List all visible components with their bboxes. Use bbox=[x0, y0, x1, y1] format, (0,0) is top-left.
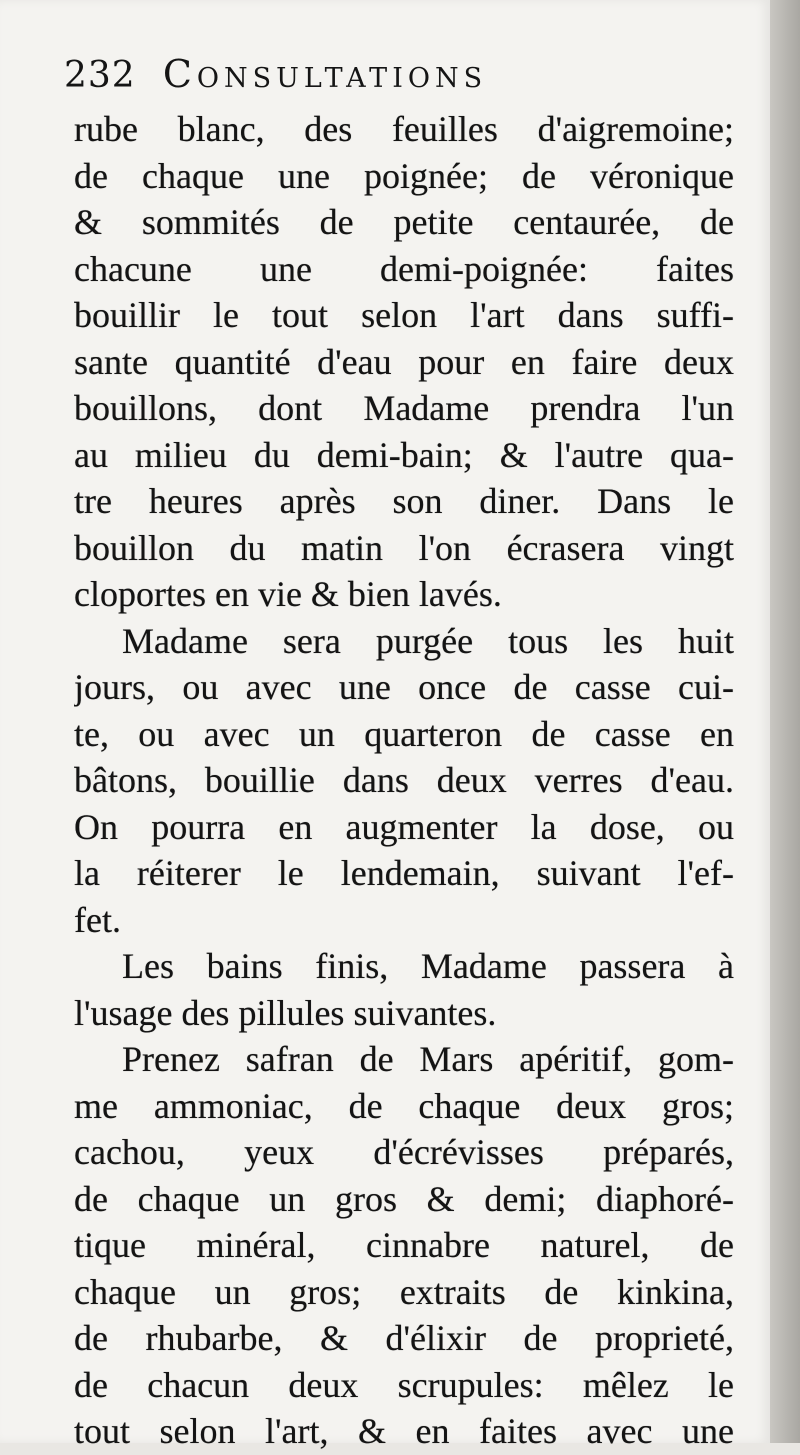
text-line: cachou, yeux d'écrévisses préparés, bbox=[74, 1132, 734, 1172]
text-line: chacune une demi-poignée: faites bbox=[74, 248, 734, 289]
text-line: & sommités de petite centaurée, de bbox=[74, 202, 734, 242]
text-line: de chaque un gros & demi; diaphoré- bbox=[74, 1178, 734, 1219]
page-header bbox=[64, 52, 744, 108]
page-edge-shadow bbox=[770, 0, 800, 1443]
text-line: tout selon l'art, & en faites avec une bbox=[74, 1411, 734, 1451]
text-line: bouillons, dont Madame prendra l'un bbox=[74, 388, 734, 428]
text-line: de rhubarbe, & d'élixir de proprieté, bbox=[74, 1318, 734, 1358]
text-line: bâtons, bouillie dans deux verres d'eau. bbox=[74, 760, 734, 800]
text-line: bouillir le tout selon l'art dans suffi- bbox=[74, 295, 734, 335]
text-line: rube blanc, des feuilles d'aigremoine; bbox=[74, 109, 734, 149]
text-line: te, ou avec un quarteron de casse en bbox=[74, 713, 734, 754]
text-line: jours, ou avec une once de casse cui- bbox=[74, 667, 734, 707]
text-line: Madame sera purgée tous les huit bbox=[122, 620, 734, 661]
text-line: sante quantité d'eau pour en faire deux bbox=[74, 341, 734, 382]
text-line: l'usage des pillules suivantes. bbox=[74, 992, 497, 1033]
body-text bbox=[74, 106, 734, 1455]
text-line: fet. bbox=[74, 899, 121, 940]
text-line: au milieu du demi-bain; & l'autre qua- bbox=[74, 434, 734, 475]
text-line: de chaque une poignée; de véronique bbox=[74, 155, 734, 196]
text-line: Les bains finis, Madame passera à bbox=[122, 946, 734, 986]
text-line: Prenez safran de Mars apéritif, gom- bbox=[122, 1039, 734, 1079]
text-line: cloportes en vie & bien lavés. bbox=[74, 574, 502, 614]
text-line: la réiterer le lendemain, suivant l'ef- bbox=[74, 853, 734, 893]
page-number: 232 bbox=[64, 55, 136, 96]
running-title: Consultations bbox=[162, 52, 488, 96]
text-line: tique minéral, cinnabre naturel, de bbox=[74, 1225, 734, 1265]
text-line: de chacun deux scrupules: mêlez le bbox=[74, 1364, 734, 1405]
text-line: bouillon du matin l'on écrasera vingt bbox=[74, 527, 734, 568]
text-line: On pourra en augmenter la dose, ou bbox=[74, 806, 734, 847]
text-line: tre heures après son diner. Dans le bbox=[74, 481, 734, 521]
text-line: me ammoniac, de chaque deux gros; bbox=[74, 1085, 734, 1126]
text-line: chaque un gros; extraits de kinkina, bbox=[74, 1271, 734, 1312]
